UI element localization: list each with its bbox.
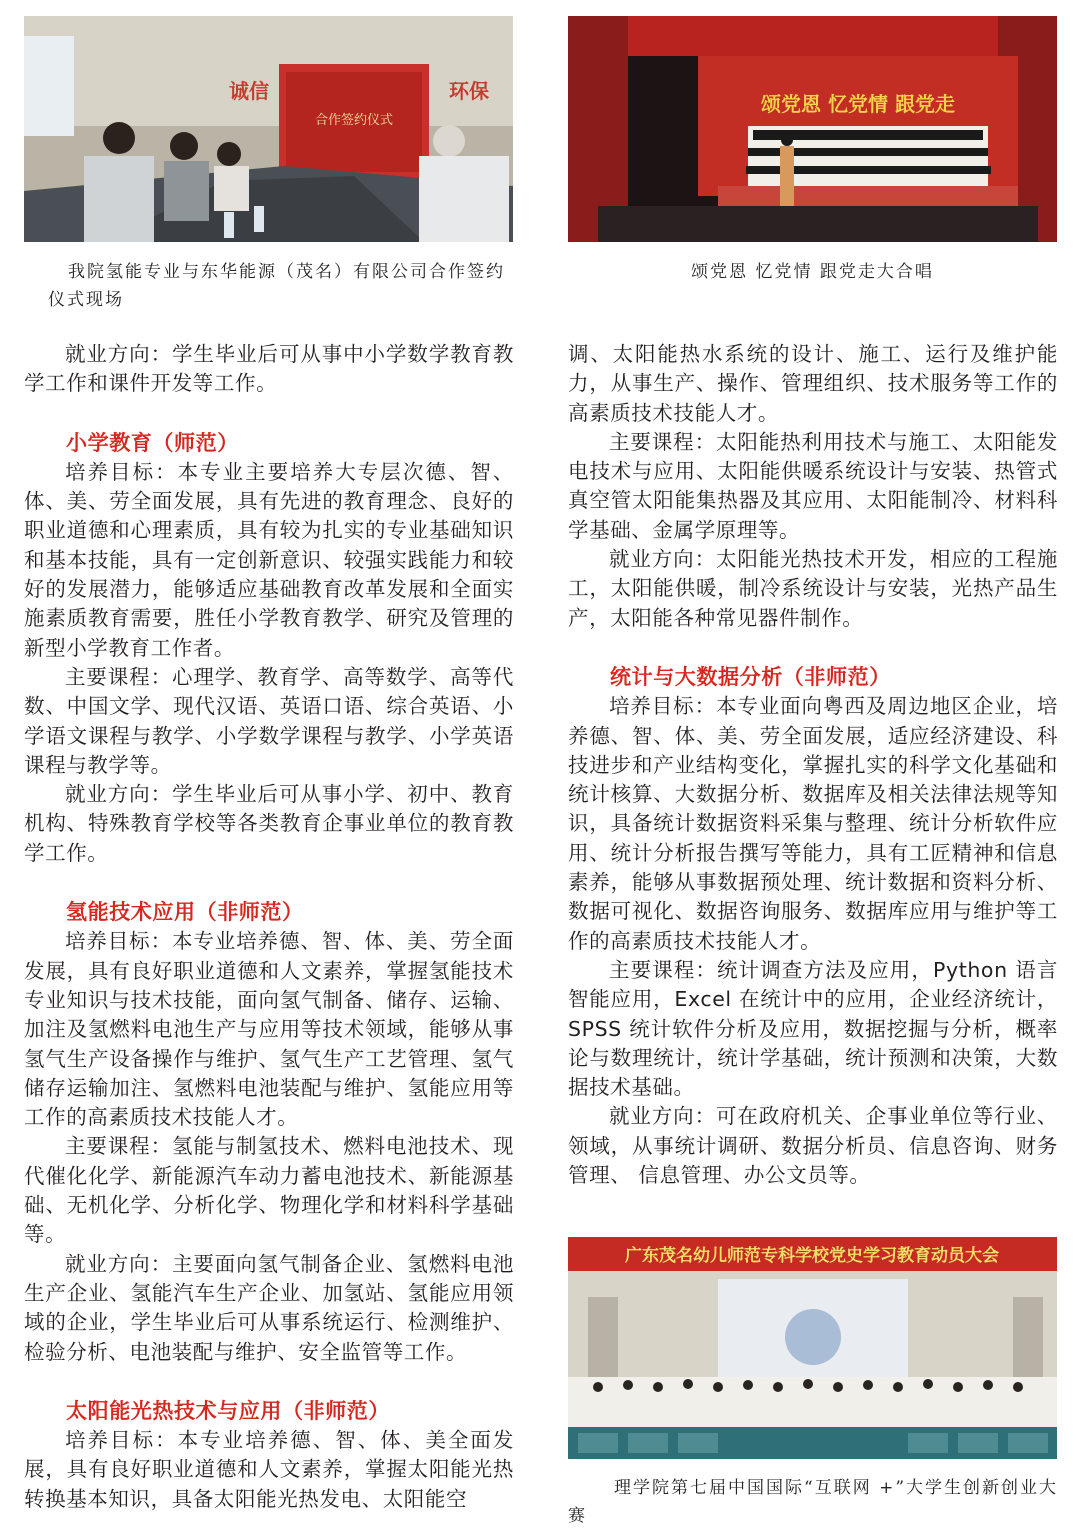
intro-employment: 就业方向：学生毕业后可从事中小学数学教育教学工作和课件开发等工作。 bbox=[24, 342, 514, 396]
left-column bbox=[24, 340, 514, 1514]
photo-chorus bbox=[568, 16, 1057, 242]
heading-statistics-big-data: 统计与大数据分析（非师范） bbox=[610, 664, 891, 689]
meeting-banner-text: 广东茂名幼儿师范专科学校党史学习教育动员大会 bbox=[625, 1246, 999, 1266]
solar-thermal-courses: 主要课程：太阳能热利用技术与施工、太阳能发电技术与应用、太阳能供暖系统设计与安装、热管式真空管太阳能集热器及其应用、太阳能制冷、材料科学基础、金属学原理等。 bbox=[568, 429, 1058, 542]
solar-thermal-employment: 就业方向：太阳能光热技术开发，相应的工程施工，太阳能供暖，制冷系统设计与安装，光热产品生产，太阳能各种常见器件制作。 bbox=[568, 547, 1058, 630]
heading-hydrogen-energy: 氢能技术应用（非师范） bbox=[66, 900, 304, 925]
signing-ceremony-image bbox=[24, 16, 513, 242]
statistics-employment: 就业方向：可在政府机关、企事业单位等行业、领域，从事统计调研、数据分析员、信息咨询、财务管理、 信息管理、办公文员等。 bbox=[568, 1104, 1058, 1188]
heading-primary-education: 小学教育（师范） bbox=[66, 430, 239, 455]
caption-chorus: 颂党恩 忆党情 跟党走大合唱 bbox=[691, 262, 934, 282]
wall-text-left: 诚信 bbox=[229, 79, 269, 103]
caption-mobilization-meeting: 理学院第七届中国国际“互联网 +”大学生创新创业大赛 bbox=[568, 1478, 1059, 1526]
photo-mobilization-meeting bbox=[568, 1237, 1057, 1459]
wall-text-right: 环保 bbox=[449, 79, 489, 103]
chorus-banner-text: 颂党恩 忆党情 跟党走 bbox=[761, 92, 955, 116]
caption-signing-ceremony: 我院氢能专业与东华能源（茂名）有限公司合作签约仪式现场 bbox=[48, 262, 505, 310]
spacer bbox=[24, 868, 514, 898]
solar-thermal-goal-start: 培养目标：本专业培养德、智、体、美全面发展，具有良好职业道德和人文素养，掌握太阳能光热转换基本知识，具备太阳能光热发电、太阳能空 bbox=[24, 1428, 514, 1511]
spacer bbox=[24, 1367, 514, 1397]
chorus-image bbox=[568, 16, 1057, 242]
hydrogen-energy-employment: 就业方向：主要面向氢气制备企业、氢燃料电池生产企业、氢能汽车生产企业、加氢站、氢能应用领域的企业，学生毕业后可从事系统运行、检测维护、检验分析、电池装配与维护、安全监管等工作。 bbox=[24, 1251, 514, 1364]
photo-signing-ceremony bbox=[24, 16, 513, 242]
primary-education-employment: 就业方向：学生毕业后可从事小学、初中、教育机构、特殊教育学校等各类教育企事业单位的教育教学工作。 bbox=[24, 782, 514, 865]
spacer bbox=[568, 633, 1058, 663]
mobilization-meeting-image bbox=[568, 1237, 1057, 1459]
statistics-goal: 培养目标：本专业面向粤西及周边地区企业，培养德、智、体、美、劳全面发展，适应经济建设、科技进步和产业结构变化，掌握扎实的科学文化基础和统计核算、大数据分析、数据库及相关法律法规等知识，具备统计数据资料采集与整理、统计分析软件应用、统计分析报告撰写等能力，具有工匠精神和信息素养，能够从事数据预处理、统计数据和资料分析、数据可视化、数据咨询服务、数据库应用与维护等工作的高素质技术技能人才。 bbox=[568, 694, 1058, 953]
spacer bbox=[24, 399, 514, 429]
statistics-courses: 主要课程：统计调查方法及应用，Python 语言智能应用，Excel 在统计中的应用，企业经济统计，SPSS 统计软件分析及应用，数据挖掘与分析，概率论与数理统计，统计学基础，统计预测和决策，大数据技术基础。 bbox=[568, 957, 1058, 1100]
screen-text: 合作签约仪式 bbox=[314, 113, 394, 128]
hydrogen-energy-courses: 主要课程：氢能与制氢技术、燃料电池技术、现代催化化学、新能源汽车动力蓄电池技术、新能源基础、无机化学、分析化学、物理化学和材料科学基础等。 bbox=[24, 1134, 514, 1247]
right-column bbox=[568, 340, 1058, 1190]
primary-education-goal: 培养目标：本专业主要培养大专层次德、智、体、美、劳全面发展，具有先进的教育理念、良好的职业道德和心理素质，具有较为扎实的专业基础知识和基本技能，具有一定创新意识、较强实践能力和较好的发展潜力，能够适应基础教育改革发展和全面实施素质教育需要，胜任小学教育教学、研究及管理的新型小学教育工作者。 bbox=[24, 459, 514, 660]
heading-solar-thermal: 太阳能光热技术与应用（非师范） bbox=[66, 1398, 390, 1423]
primary-education-courses: 主要课程：心理学、教育学、高等数学、高等代数、中国文学、现代汉语、英语口语、综合英语、小学语文课程与教学、小学数学课程与教学、小学英语课程与教学等。 bbox=[24, 664, 514, 777]
solar-thermal-goal-continued: 调、太阳能热水系统的设计、施工、运行及维护能力，从事生产、操作、管理组织、技术服务等工作的高素质技术技能人才。 bbox=[568, 342, 1058, 425]
hydrogen-energy-goal: 培养目标：本专业培养德、智、体、美、劳全面发展，具有良好职业道德和人文素养，掌握氢能技术专业知识与技术技能，面向氢气制备、储存、运输、加注及氢燃料电池生产与应用等技术领域，能够从事氢气生产设备操作与维护、氢气生产工艺管理、氢气储存运输加注、氢燃料电池装配与维护、氢能应用等工作的高素质技术技能人才。 bbox=[24, 929, 514, 1130]
